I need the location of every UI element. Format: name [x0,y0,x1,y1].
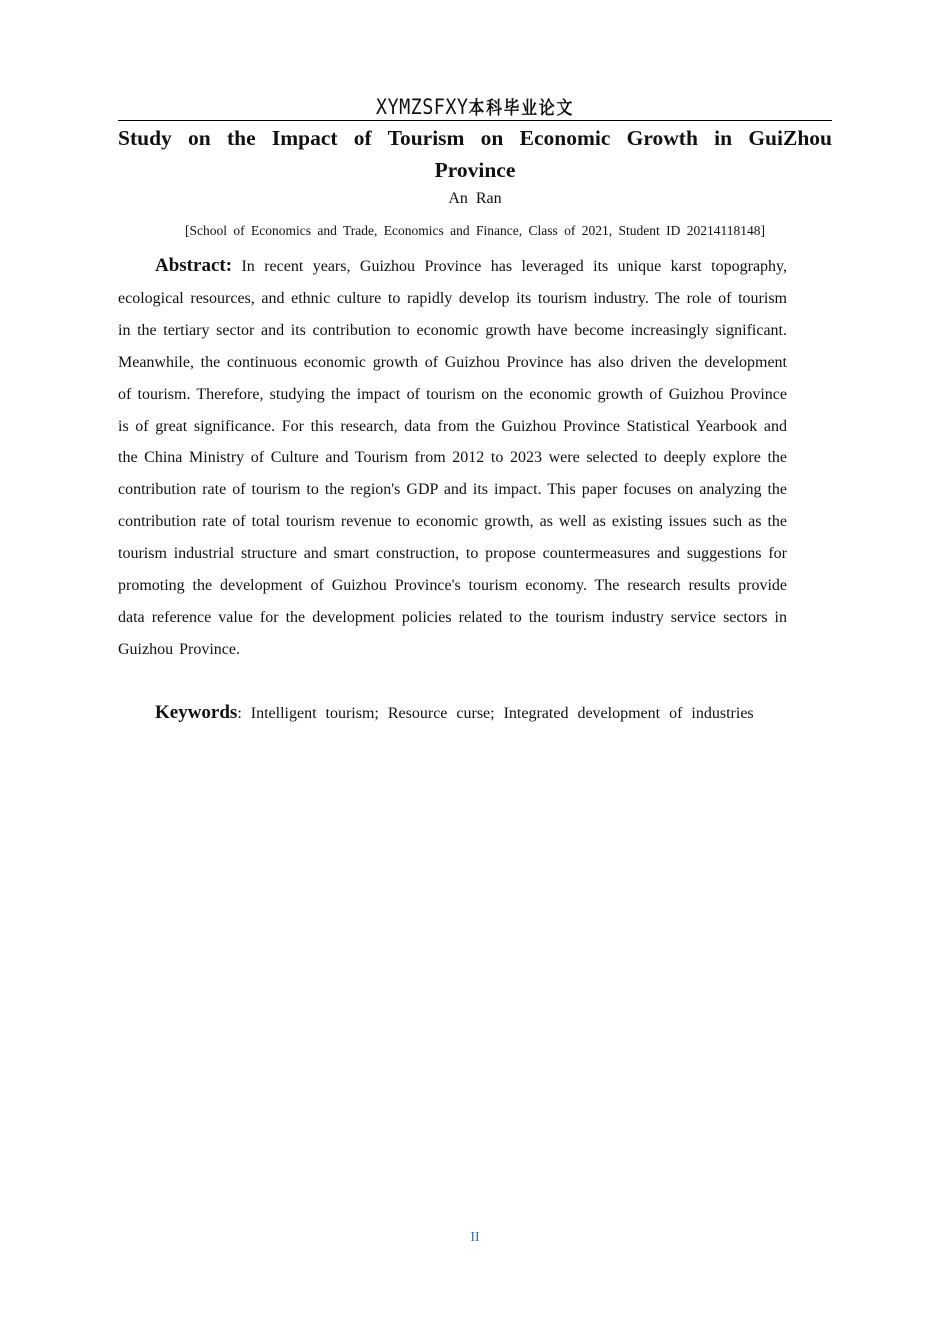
page-number: II [470,1230,480,1245]
keywords-text: : Intelligent tourism; Resource curse; Integrated development of industries [237,705,754,722]
paper-title: Study on the Impact of Tourism on Economic Growth in GuiZhou Province [118,126,832,182]
author-name: An Ran [448,190,502,207]
abstract-label: Abstract: [155,255,233,276]
keywords-paragraph [118,697,832,730]
header-chinese-text: 本科毕业论文 [468,98,575,119]
running-header [161,94,789,120]
header-latin-text: XYMZSFXY [375,95,469,119]
author-affiliation: [School of Economics and Trade, Economics and Finance, Class of 2021, Student ID 20214118148] [185,223,765,238]
abstract-paragraph [118,250,787,666]
header-rule [118,120,832,121]
abstract-text: In recent years, Guizhou Province has leveraged its unique karst topography, ecological resources, and ethnic culture to rapidly develop its tourism industry. The role of tourism in the tertiary sector and its contribution to economic growth have become increasingly significant. Meanwhile, the continuous economic growth of Guizhou Province has also driven the development of tourism. Therefore, studying the impact of tourism on the economic growth of Guizhou Province is of great significance. For this research, data from the Guizhou Province Statistical Yearbook and the China Ministry of Culture and Tourism from 2012 to 2023 were selected to deeply explore the contribution rate of tourism to the region's GDP and its impact. This paper focuses on analyzing the contribution rate of total tourism revenue to economic growth, as well as existing issues such as the tourism industrial structure and smart construction, to propose countermeasures and suggestions for promoting the development of Guizhou Province's tourism economy. The research results provide data reference value for the development policies related to the tourism industry service sectors in Guizhou Province. [118,258,788,658]
keywords-label: Keywords [155,702,238,723]
